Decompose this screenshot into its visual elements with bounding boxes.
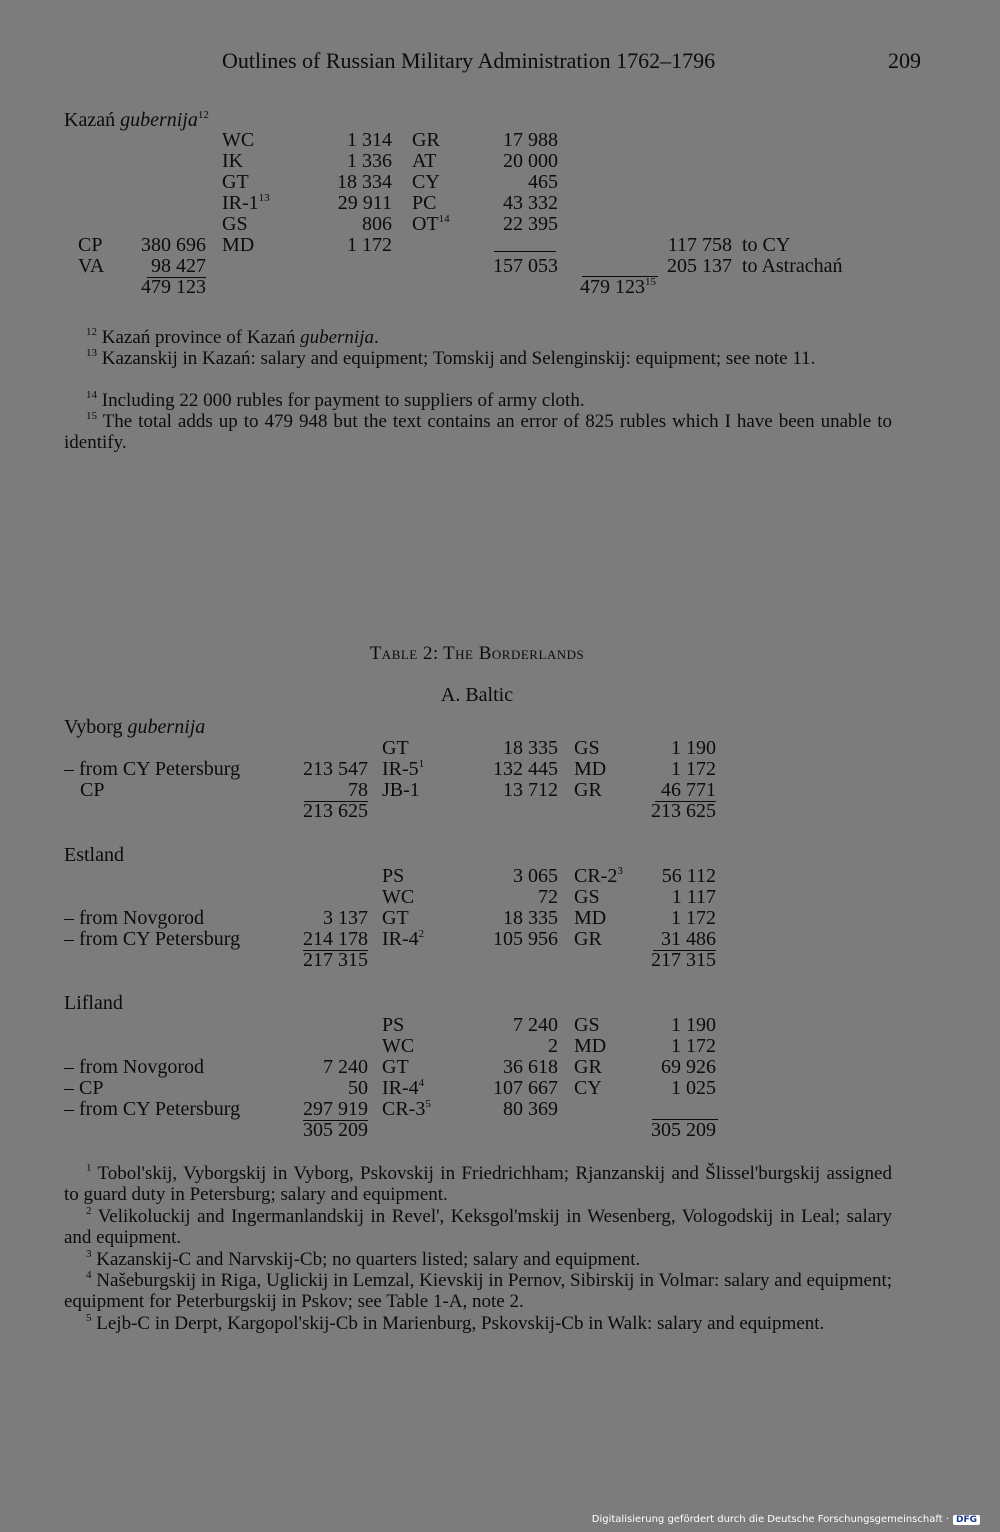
lifland-mid-code: $IR-4^4$: [382, 1077, 425, 1099]
lifland-right-code: GR: [574, 1056, 602, 1078]
vyborg-source-value: 213 547: [303, 758, 368, 780]
kazan-col2-code: GS: [222, 213, 248, 235]
vyborg-source-label: – from CY Petersburg: [64, 758, 241, 780]
estland-mid-code: $IR-4^2$: [382, 928, 425, 950]
lifland-source-total: 305 209: [303, 1119, 368, 1141]
lifland-source-value: 7 240: [323, 1056, 368, 1078]
lifland-right-value: 1 190: [671, 1014, 716, 1036]
lifland-right-total: 305 209: [651, 1119, 716, 1141]
kazan-col2-value: 1 314: [347, 129, 392, 151]
lifland-source-label: – from CY Petersburg: [64, 1098, 241, 1120]
section-title: A. Baltic: [440, 684, 514, 706]
footnote: $^3$ Kazanskij-C and Narvskij-Cb; no quarters listed; salary and equipment.: [86, 1248, 641, 1270]
digitization-footer: [592, 1514, 980, 1525]
vyborg-mid-value: 13 712: [503, 779, 558, 801]
lifland-source-value: 297 919: [303, 1098, 368, 1120]
footnote: $^4$ Našeburgskij in Riga, Uglickij in Lemzal, Kievskij in Pernov, Sibirskij in Volmar: salary and equipment; equipment for Peterburgskij in Pskov; see Table 1-A, note 2.: [64, 1269, 892, 1312]
kazan-col3-code: OT$^{14}$: [412, 213, 450, 235]
vyborg-right-code: GR: [574, 779, 602, 801]
vyborg-mid-code: JB-1: [382, 779, 420, 801]
kazan-col2-code: MD: [222, 234, 255, 256]
estland-right-code: GS: [574, 886, 600, 908]
kazan-col2-value: 806: [362, 213, 392, 235]
lifland-mid-value: 80 369: [503, 1098, 558, 1120]
lifland-mid-value: 107 667: [493, 1077, 558, 1099]
estland-mid-value: 3 065: [513, 865, 558, 887]
lifland-mid-code: PS: [382, 1014, 405, 1036]
lifland-mid-value: 7 240: [513, 1014, 558, 1036]
footnote: $^{15}$ The total adds up to 479 948 but the text contains an error of 825 rubles which I have been unable to identify.: [64, 410, 892, 453]
kazan-col1-code: VA: [78, 255, 105, 277]
kazan-col1-total: 479 123: [141, 276, 206, 298]
kazan-col2-value: 1 336: [347, 150, 392, 172]
lifland-right-code: GS: [574, 1014, 600, 1036]
kazan-grand-total: 479 $123^{15}$: [580, 276, 656, 298]
kazan-col3-total: 157 053: [493, 255, 558, 277]
kazan-col3-value: 465: [528, 171, 558, 193]
kazan-title: Kazań gubernija$^{12}$: [64, 109, 209, 131]
kazan-col2-value: 1 172: [347, 234, 392, 256]
dfg-logo: DFG: [953, 1515, 980, 1525]
vyborg-mid-value: 18 335: [503, 737, 558, 759]
table-title: Table 2: The Borderlands: [369, 643, 585, 664]
estland-mid-value: 72: [538, 886, 558, 908]
estland-source-value: 214 178: [303, 928, 368, 950]
kazan-col2-code: GT: [222, 171, 249, 193]
estland-title: Estland: [64, 844, 124, 866]
lifland-title: Lifland: [64, 992, 123, 1014]
estland-source-total: 217 315: [303, 949, 368, 971]
lifland-source-label: – CP: [64, 1077, 104, 1099]
lifland-mid-code: GT: [382, 1056, 409, 1078]
kazan-col3-value: 22 395: [503, 213, 558, 235]
estland-source-label: – from CY Petersburg: [64, 928, 241, 950]
estland-mid-code: GT: [382, 907, 409, 929]
kazan-col3-code: CY: [412, 171, 440, 193]
lifland-mid-value: 36 618: [503, 1056, 558, 1078]
kazan-col2-code: $IR-1^{13}$: [222, 192, 270, 214]
estland-source-label: – from Novgorod: [64, 907, 204, 929]
kazan-col3-value: 17 988: [503, 129, 558, 151]
footnote: $^2$ Velikoluckij and Ingermanlandskij in Revel', Keksgol'mskij in Wesenberg, Vologodskij in Leal; salary and equipment.: [64, 1205, 892, 1248]
vyborg-mid-code: $IR-5^1$: [382, 758, 425, 780]
vyborg-source-value: 78: [272, 780, 368, 801]
lifland-right-value: 69 926: [661, 1056, 716, 1078]
page-number: 209: [888, 48, 921, 73]
estland-right-code: GR: [574, 928, 602, 950]
estland-right-code: $CR-2^3$: [574, 865, 623, 887]
estland-mid-value: 18 335: [503, 907, 558, 929]
lifland-right-code: CY: [574, 1077, 602, 1099]
footnote: $^5$ Lejb-C in Derpt, Kargopol'skij-Cb in Marienburg, Pskovskij-Cb in Walk: salary and equipment.: [86, 1312, 825, 1334]
kazan-col2-code: WC: [222, 129, 255, 151]
vyborg-right-value: 46 771: [630, 780, 716, 801]
estland-right-value: 56 112: [661, 865, 716, 887]
kazan-col1-value: 98 427: [110, 256, 206, 277]
kazan-col3-code: PC: [412, 192, 437, 214]
estland-right-value: 1 117: [671, 886, 716, 908]
vyborg-title: Vyborg gubernija: [64, 716, 206, 738]
estland-mid-code: WC: [382, 886, 415, 908]
footnote: $^{14}$ Including 22 000 rubles for payment to suppliers of army cloth.: [86, 389, 585, 411]
estland-mid-code: PS: [382, 865, 405, 887]
kazan-col2-code: IK: [222, 150, 244, 172]
kazan-col3-value: 43 332: [503, 192, 558, 214]
vyborg-source-label: CP: [80, 779, 105, 801]
kazan-transfer-dest: to CY: [742, 234, 791, 256]
lifland-right-value: 1 025: [671, 1077, 716, 1099]
footnote: $^1$ Tobol'skij, Vyborgskij in Vyborg, Pskovskij in Friedrichham; Rjanzanskij and Šlissel'burgskij assigned to guard duty in Petersburg; salary and equipment.: [64, 1162, 892, 1205]
estland-right-total: 217 315: [651, 949, 716, 971]
vyborg-right-code: GS: [574, 737, 600, 759]
estland-right-value: 1 172: [671, 907, 716, 929]
kazan-transfer-value: 117 758: [667, 234, 732, 256]
estland-right-value: 31 486: [630, 929, 716, 950]
vyborg-source-total: 213 625: [303, 800, 368, 822]
kazan-col1-value: 380 696: [141, 234, 206, 256]
estland-mid-value: 105 956: [493, 928, 558, 950]
kazan-col3-code: AT: [412, 150, 437, 172]
kazan-col3-code: GR: [412, 129, 440, 151]
vyborg-mid-code: GT: [382, 737, 409, 759]
vyborg-right-total: 213 625: [651, 800, 716, 822]
running-header: Outlines of Russian Military Administration 1762–1796: [222, 48, 716, 73]
kazan-col2-value: 29 911: [337, 192, 392, 214]
vyborg-right-code: MD: [574, 758, 607, 780]
kazan-col2-value: 18 334: [337, 171, 392, 193]
lifland-right-value: 1 172: [671, 1035, 716, 1057]
kazan-transfer-value: 205 137: [667, 255, 732, 277]
lifland-right-code: MD: [574, 1035, 607, 1057]
kazan-col3-value: 20 000: [503, 150, 558, 172]
footer-text: Digitalisierung gefördert durch die Deutsche Forschungsgemeinschaft ·: [591, 1514, 949, 1525]
vyborg-mid-value: 132 445: [493, 758, 558, 780]
kazan-transfer-dest: to Astrachań: [742, 255, 843, 277]
estland-right-code: MD: [574, 907, 607, 929]
footnote: $^{12}$ Kazań province of Kazań gubernija.: [86, 326, 379, 348]
kazan-sum-rule: [494, 251, 556, 252]
lifland-mid-code: WC: [382, 1035, 415, 1057]
vyborg-right-value: 1 172: [671, 758, 716, 780]
lifland-mid-code: $CR-3^5$: [382, 1098, 431, 1120]
kazan-col1-code: CP: [78, 234, 103, 256]
lifland-mid-value: 2: [548, 1035, 558, 1057]
footnote: $^{13}$ Kazanskij in Kazań: salary and equipment; Tomskij and Selenginskij: equipment; see note 11.: [86, 347, 816, 369]
lifland-source-label: – from Novgorod: [64, 1056, 204, 1078]
estland-source-value: 3 137: [323, 907, 368, 929]
vyborg-right-value: 1 190: [671, 737, 716, 759]
lifland-source-value: 50: [348, 1077, 368, 1099]
